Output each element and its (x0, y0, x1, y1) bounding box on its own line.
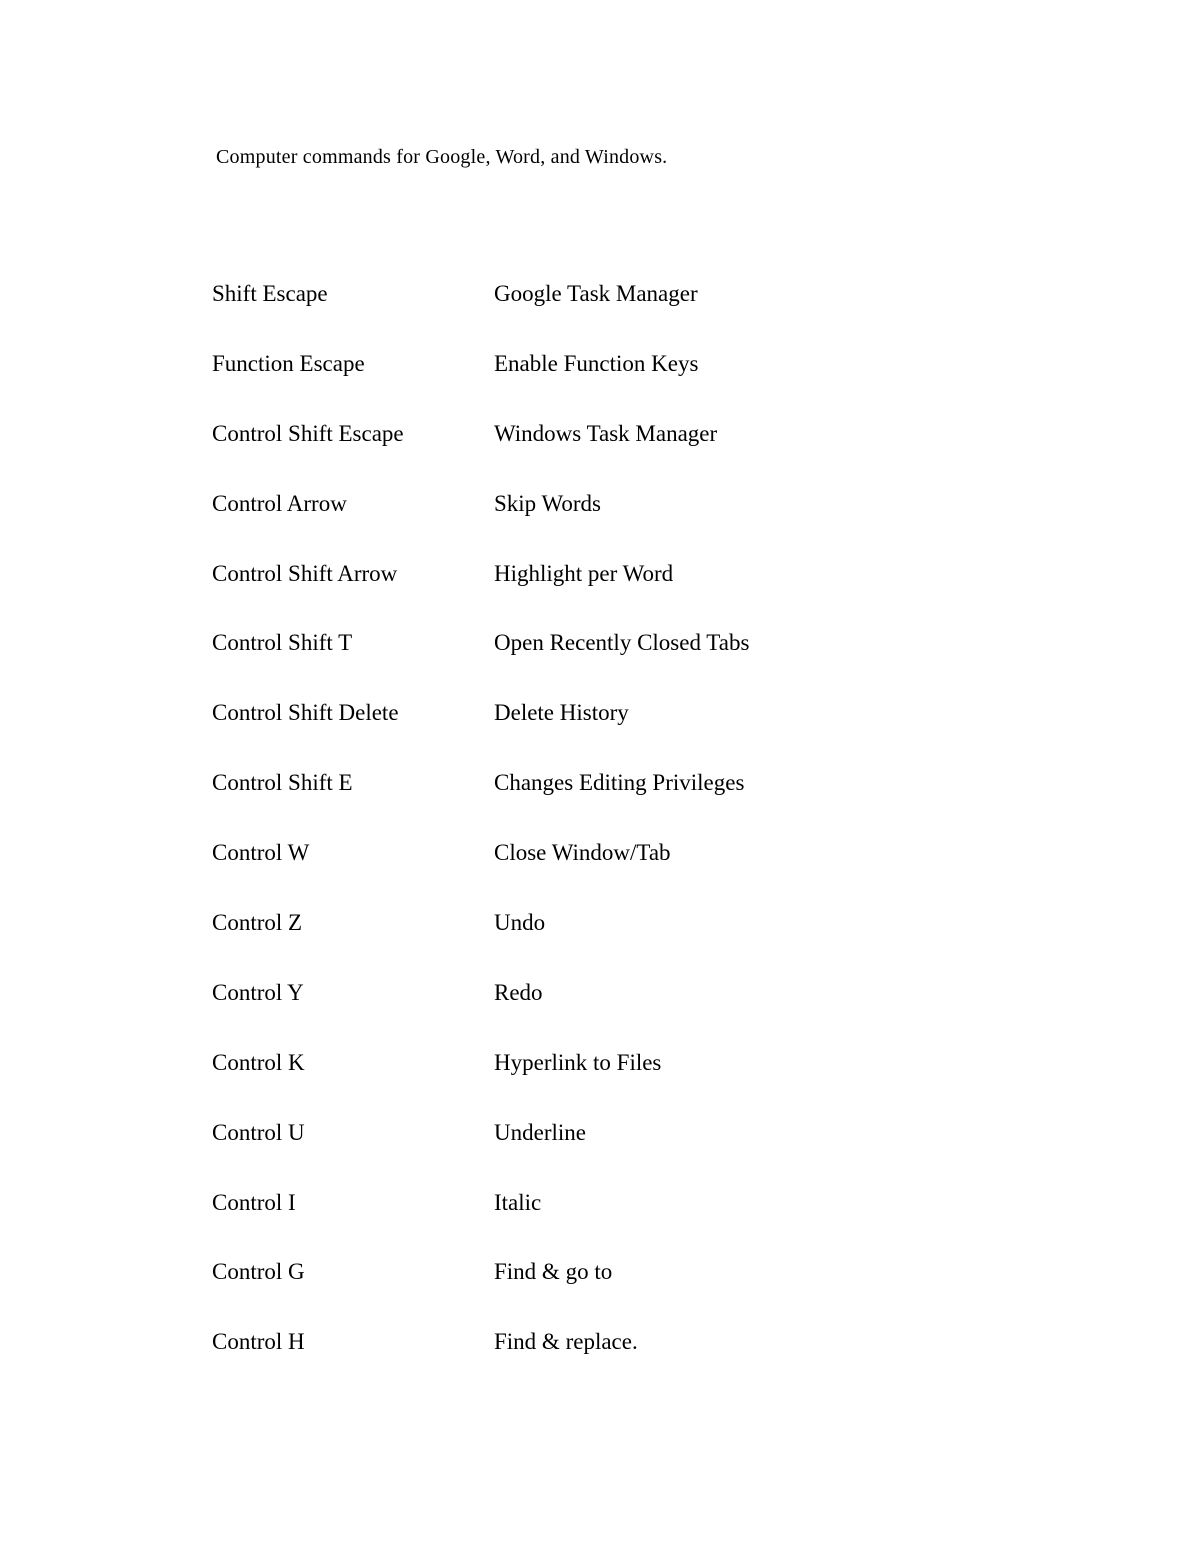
shortcut-row (212, 1327, 912, 1397)
shortcut-row (212, 768, 912, 838)
shortcut-keys: Control Y (212, 979, 304, 1005)
shortcut-action: Hyperlink to Files (494, 1049, 662, 1075)
shortcut-keys: Function Escape (212, 350, 365, 376)
shortcut-row (212, 559, 912, 629)
shortcut-keys: Shift Escape (212, 281, 328, 306)
shortcut-keys: Control Arrow (212, 490, 347, 516)
shortcut-row (212, 1257, 912, 1327)
shortcut-keys: Control Shift T (212, 630, 353, 656)
shortcut-keys: Control Shift E (212, 770, 353, 796)
shortcut-keys: Control H (212, 1329, 305, 1355)
shortcut-action: Underline (494, 1119, 586, 1145)
shortcut-keys: Control K (212, 1049, 305, 1075)
shortcut-action: Close Window/Tab (494, 840, 671, 866)
shortcut-action: Windows Task Manager (494, 420, 718, 446)
shortcut-action: Redo (494, 979, 543, 1005)
shortcut-action: Open Recently Closed Tabs (494, 630, 750, 656)
shortcut-action: Skip Words (494, 490, 601, 516)
shortcut-row (212, 628, 912, 698)
shortcut-action: Changes Editing Privileges (494, 770, 745, 796)
shortcut-action: Enable Function Keys (494, 350, 699, 376)
shortcut-row (212, 1048, 912, 1118)
shortcut-keys: Control W (212, 840, 310, 866)
shortcut-keys: Control Shift Delete (212, 700, 399, 726)
shortcut-action: Highlight per Word (494, 560, 674, 586)
shortcut-row (212, 279, 912, 349)
shortcut-action: Google Task Manager (494, 281, 698, 306)
shortcut-row (212, 908, 912, 978)
shortcut-keys: Control Z (212, 910, 303, 936)
shortcut-table (212, 279, 912, 1397)
shortcut-keys: Control I (212, 1189, 296, 1215)
shortcut-action: Find & replace. (494, 1329, 638, 1355)
document-title: Computer commands for Google, Word, and Windows. (216, 146, 668, 168)
shortcut-row (212, 349, 912, 419)
shortcut-keys: Control U (212, 1119, 305, 1145)
shortcut-row (212, 698, 912, 768)
shortcut-keys: Control Shift Arrow (212, 560, 398, 586)
shortcut-keys: Control G (212, 1259, 305, 1285)
shortcut-row (212, 978, 912, 1048)
shortcut-action: Find & go to (494, 1259, 613, 1285)
shortcut-keys: Control Shift Escape (212, 420, 404, 446)
shortcut-action: Delete History (494, 700, 629, 726)
shortcut-row (212, 1188, 912, 1258)
shortcut-row (212, 838, 912, 908)
shortcut-action: Undo (494, 910, 546, 936)
shortcut-row (212, 1118, 912, 1188)
shortcut-action: Italic (494, 1189, 542, 1215)
shortcut-row (212, 489, 912, 559)
shortcut-row (212, 419, 912, 489)
